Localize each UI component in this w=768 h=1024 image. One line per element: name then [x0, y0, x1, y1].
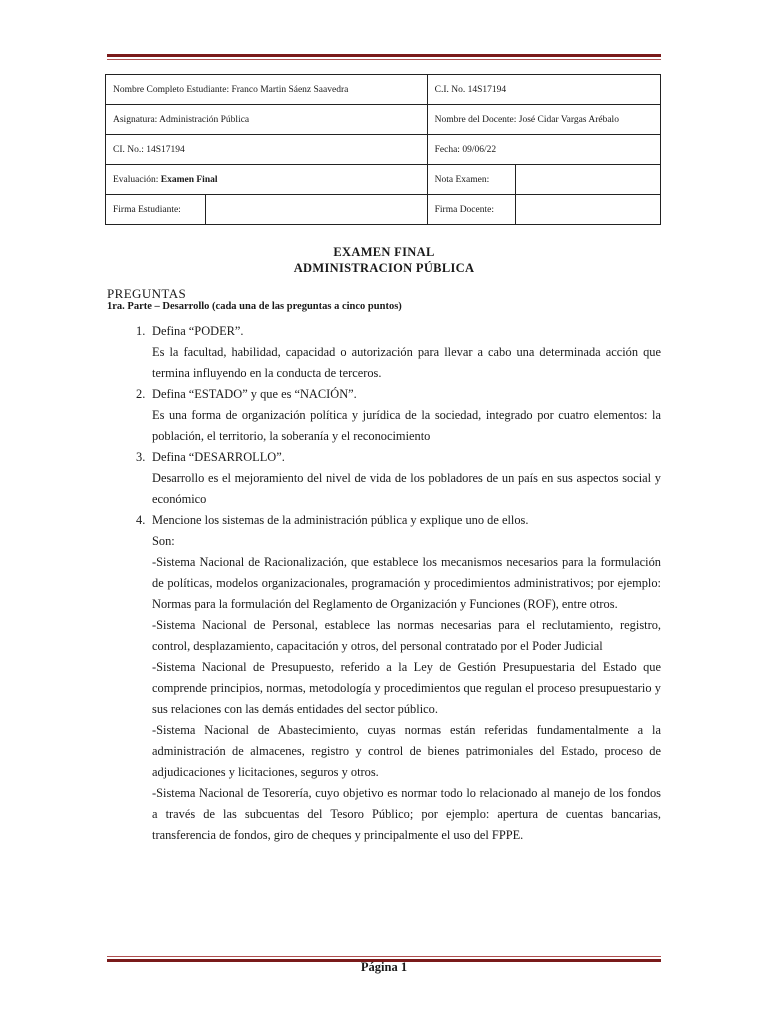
evaluation-value: Examen Final	[160, 174, 218, 185]
table-row	[106, 75, 661, 105]
question-number: 4.	[136, 513, 146, 527]
question-text: Defina “DESARROLLO”.	[152, 450, 285, 464]
question-item	[107, 384, 661, 405]
answer-block	[152, 531, 661, 846]
exam-title	[107, 244, 661, 276]
evaluation-label: Evaluación:	[113, 174, 161, 185]
question-item	[107, 510, 661, 531]
table-row	[106, 135, 661, 165]
question-item	[107, 447, 661, 468]
grade-label-cell: Nota Examen:	[427, 165, 515, 195]
ci-cell: CI. No.: 14S17194	[106, 135, 428, 165]
answer-paragraph: Son:	[152, 534, 175, 548]
table-row	[106, 165, 661, 195]
student-sign-label-cell: Firma Estudiante:	[106, 195, 206, 225]
student-name-cell: Nombre Completo Estudiante: Franco Martin Sáenz Saavedra	[106, 75, 428, 105]
answer-paragraph: -Sistema Nacional de Tesorería, cuyo objetivo es normar todo lo relacionado al manejo de los fondos a través de las subcuentas del Tesoro Público; por ejemplo: apertura de cuentas bancarias, transferencia de fondos, giro de cheques y principalmente el uso del FPPE.	[152, 786, 661, 842]
answer-block	[152, 342, 661, 384]
question-list	[107, 321, 661, 846]
answer-paragraph: Desarrollo es el mejoramiento del nivel de vida de los pobladores de un país en sus aspectos social y económico	[152, 471, 661, 506]
answer-paragraph: Es una forma de organización política y jurídica de la sociedad, integrado por cuatro elementos: la población, el territorio, la soberanía y el reconocimiento	[152, 408, 661, 443]
subject-cell: Asignatura: Administración Pública	[106, 105, 428, 135]
student-sign-value-cell[interactable]	[205, 195, 427, 225]
question-text: Defina “ESTADO” y que es “NACIÓN”.	[152, 387, 357, 401]
grade-value-cell[interactable]	[515, 165, 660, 195]
student-info-table	[105, 74, 661, 225]
answer-paragraph: Es la facultad, habilidad, capacidad o autorización para llevar a cabo una determinada acción que termina influyendo en la conducta de terceros.	[152, 345, 661, 380]
answer-block	[152, 468, 661, 510]
page-number: Página 1	[360, 960, 408, 974]
evaluation-cell	[106, 165, 428, 195]
question-number: 2.	[136, 387, 146, 401]
part-heading: 1ra. Parte – Desarrollo (cada una de las preguntas a cinco puntos)	[107, 301, 402, 312]
title-line-2: ADMINISTRACION PÚBLICA	[293, 261, 475, 275]
answer-paragraph: -Sistema Nacional de Abastecimiento, cuyas normas están referidas fundamentalmente a la administración de almacenes, registro y control de bienes patrimoniales del Estado, proceso de adjudicaciones y licitaciones, seguros y otros.	[152, 723, 661, 779]
table-row	[106, 195, 661, 225]
question-number: 1.	[136, 324, 146, 338]
answer-paragraph: -Sistema Nacional de Racionalización, que establece los mecanismos necesarios para la formulación de políticas, modelos organizacionales, programación y procedimientos administrativos; por ejemplo: Normas para la formulación del Reglamento de Organización y Funciones (ROF), entre otros.	[152, 555, 661, 611]
header-rule	[107, 54, 661, 60]
teacher-sign-label-cell: Firma Docente:	[427, 195, 515, 225]
question-number: 3.	[136, 450, 146, 464]
table-row	[106, 105, 661, 135]
answer-paragraph: -Sistema Nacional de Presupuesto, referido a la Ley de Gestión Presupuestaria del Estado que comprende principios, normas, metodología y procedimientos que regulan el proceso presupuestario y sus relaciones con las demás entidades del sector público.	[152, 660, 661, 716]
title-line-1: EXAMEN FINAL	[333, 245, 435, 259]
question-text: Defina “PODER”.	[152, 324, 244, 338]
preguntas-heading: PREGUNTAS	[107, 286, 187, 301]
question-text: Mencione los sistemas de la administración pública y explique uno de ellos.	[152, 513, 529, 527]
question-item	[107, 321, 661, 342]
student-ci-cell: C.I. No. 14S17194	[427, 75, 660, 105]
teacher-sign-value-cell[interactable]	[515, 195, 660, 225]
date-cell: Fecha: 09/06/22	[427, 135, 660, 165]
answer-paragraph: -Sistema Nacional de Personal, establece las normas necesarias para el reclutamiento, registro, control, desplazamiento, capacitación y otros, del personal contratado por el Poder Judicial	[152, 618, 661, 653]
teacher-name-cell: Nombre del Docente: José Cidar Vargas Arébalo	[427, 105, 660, 135]
answer-block	[152, 405, 661, 447]
